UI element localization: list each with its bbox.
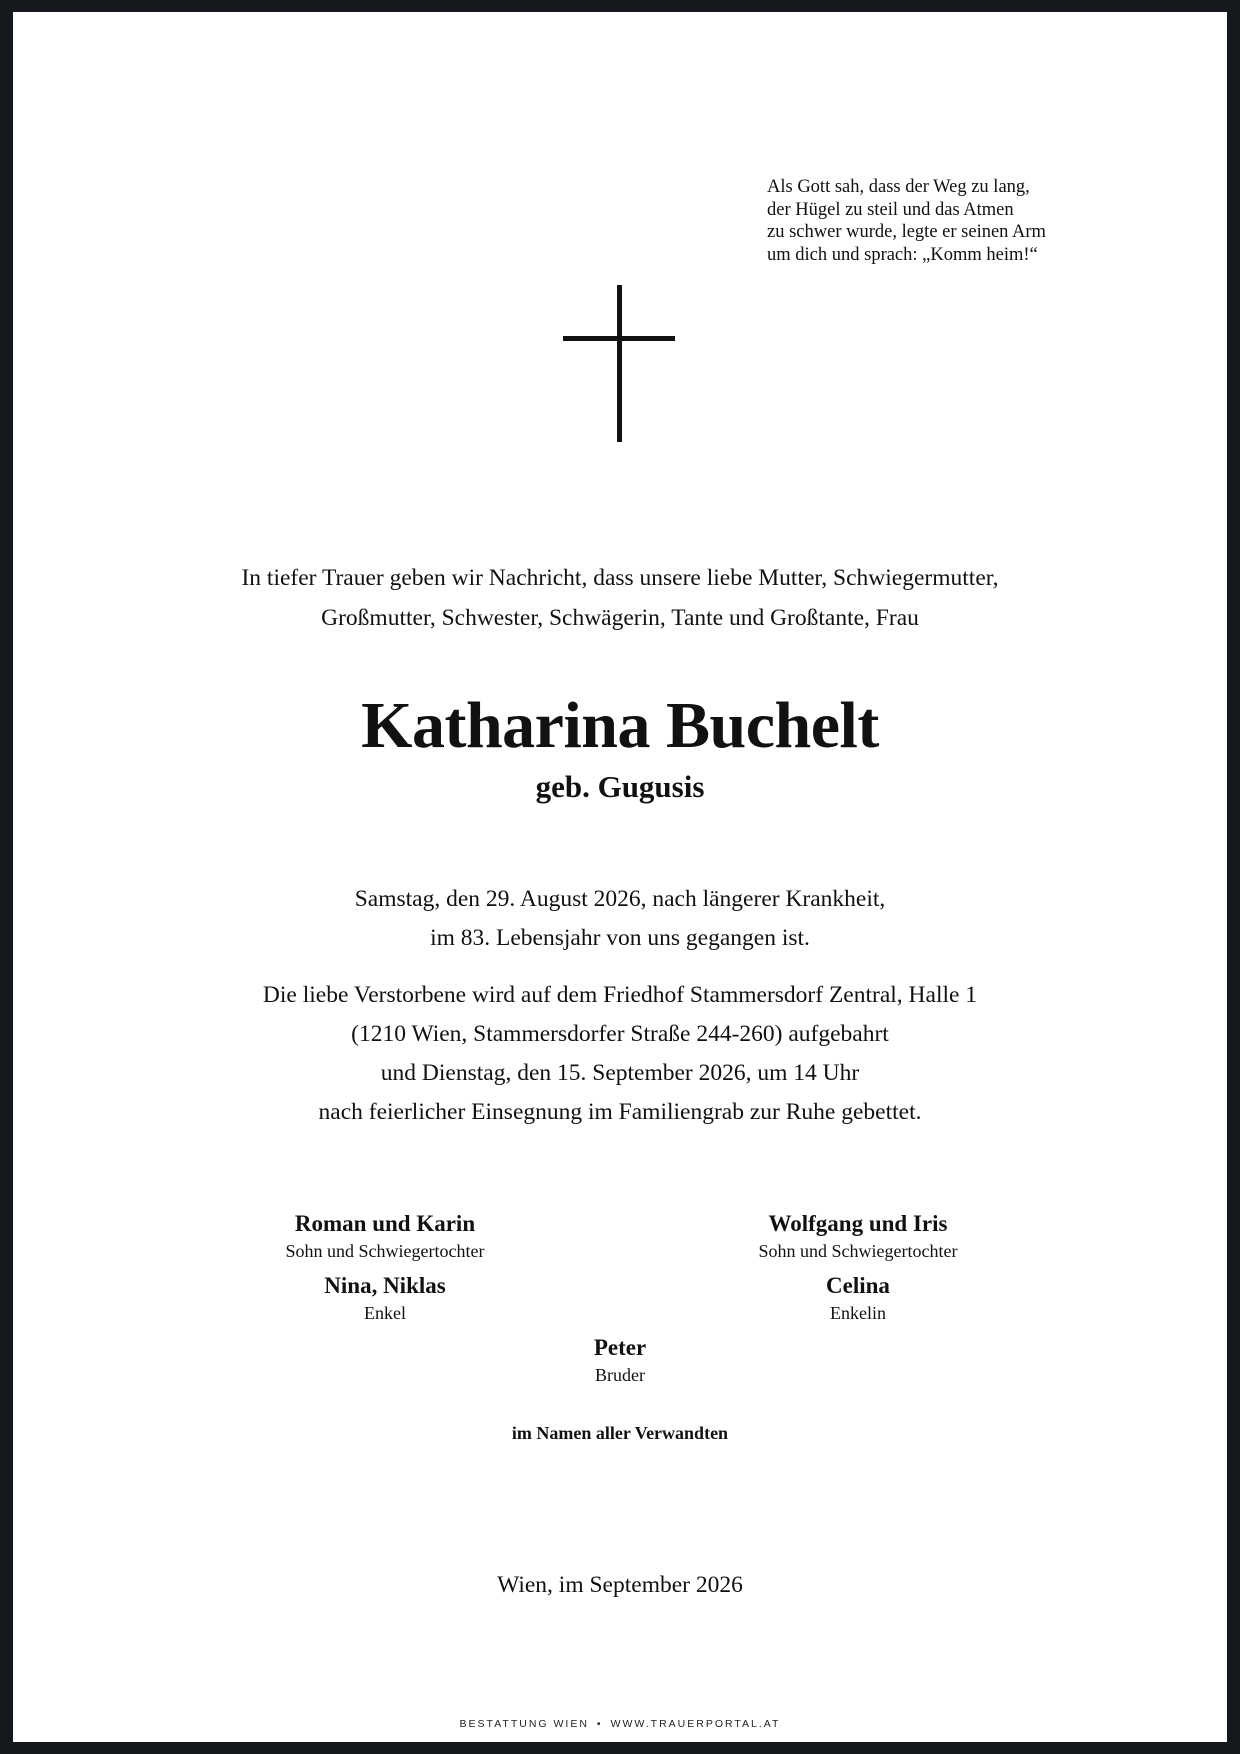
obituary-page	[13, 12, 1227, 1742]
funeral-details	[13, 976, 1227, 1132]
memorial-quote	[767, 176, 1097, 266]
mourner-entry	[420, 1333, 820, 1387]
cross-vertical-bar	[617, 285, 622, 442]
deceased-birth-name: geb. Gugusis	[535, 769, 705, 804]
cross-icon	[563, 285, 675, 442]
mourner-relation: Bruder	[595, 1365, 645, 1385]
death-notice-line: im 83. Lebensjahr von uns gegangen ist.	[430, 925, 810, 951]
website-link: WWW.TRAUERPORTAL.AT	[610, 1718, 781, 1730]
mourner-name: Peter	[593, 1335, 647, 1360]
death-notice	[13, 880, 1227, 958]
cross-horizontal-bar	[563, 336, 675, 341]
mourner-entry	[658, 1209, 1058, 1263]
quote-line: Als Gott sah, dass der Weg zu lang,	[767, 177, 1030, 197]
mourner-entry	[185, 1209, 585, 1263]
mourner-name: Nina, Niklas	[324, 1273, 446, 1298]
deceased-name: Katharina Buchelt	[361, 689, 879, 762]
announcement-intro	[13, 558, 1227, 638]
quote-line: um dich und sprach: „Komm heim!“	[767, 244, 1038, 265]
mourner-relation: Sohn und Schwiegertochter	[285, 1241, 485, 1261]
mourner-name: Roman und Karin	[294, 1211, 476, 1236]
mourner-relation: Enkelin	[830, 1303, 886, 1323]
death-notice-line: Samstag, den 29. August 2026, nach längerer Krankheit,	[354, 886, 886, 912]
mourner-name: Wolfgang und Iris	[768, 1211, 948, 1236]
mourner-name: Celina	[826, 1273, 890, 1298]
mourner-entry	[658, 1271, 1058, 1325]
funeral-line: (1210 Wien, Stammersdorfer Straße 244-260) aufgebahrt	[351, 1021, 889, 1047]
mourner-relation: Enkel	[364, 1303, 406, 1323]
mourner-relation: Sohn und Schwiegertochter	[758, 1241, 958, 1261]
funeral-line: nach feierlicher Einsegnung im Familiengrab zur Ruhe gebettet.	[318, 1099, 922, 1125]
place-and-date: Wien, im September 2026	[497, 1572, 743, 1598]
intro-line: Großmutter, Schwester, Schwägerin, Tante und Großtante, Frau	[321, 605, 919, 631]
funeral-home-name: BESTATTUNG WIEN	[459, 1718, 589, 1730]
quote-line: der Hügel zu steil und das Atmen	[767, 199, 1014, 220]
on-behalf-line: im Namen aller Verwandten	[511, 1423, 729, 1443]
footer-credit	[13, 1717, 1227, 1731]
funeral-line: Die liebe Verstorbene wird auf dem Friedhof Stammersdorf Zentral, Halle 1	[262, 982, 978, 1008]
intro-line: In tiefer Trauer geben wir Nachricht, dass unsere liebe Mutter, Schwiegermutter,	[241, 565, 999, 591]
mourner-entry	[185, 1271, 585, 1325]
footer-separator: •	[596, 1718, 603, 1730]
quote-line: zu schwer wurde, legte er seinen Arm	[767, 222, 1046, 242]
funeral-line: und Dienstag, den 15. September 2026, um 14 Uhr	[380, 1060, 860, 1086]
